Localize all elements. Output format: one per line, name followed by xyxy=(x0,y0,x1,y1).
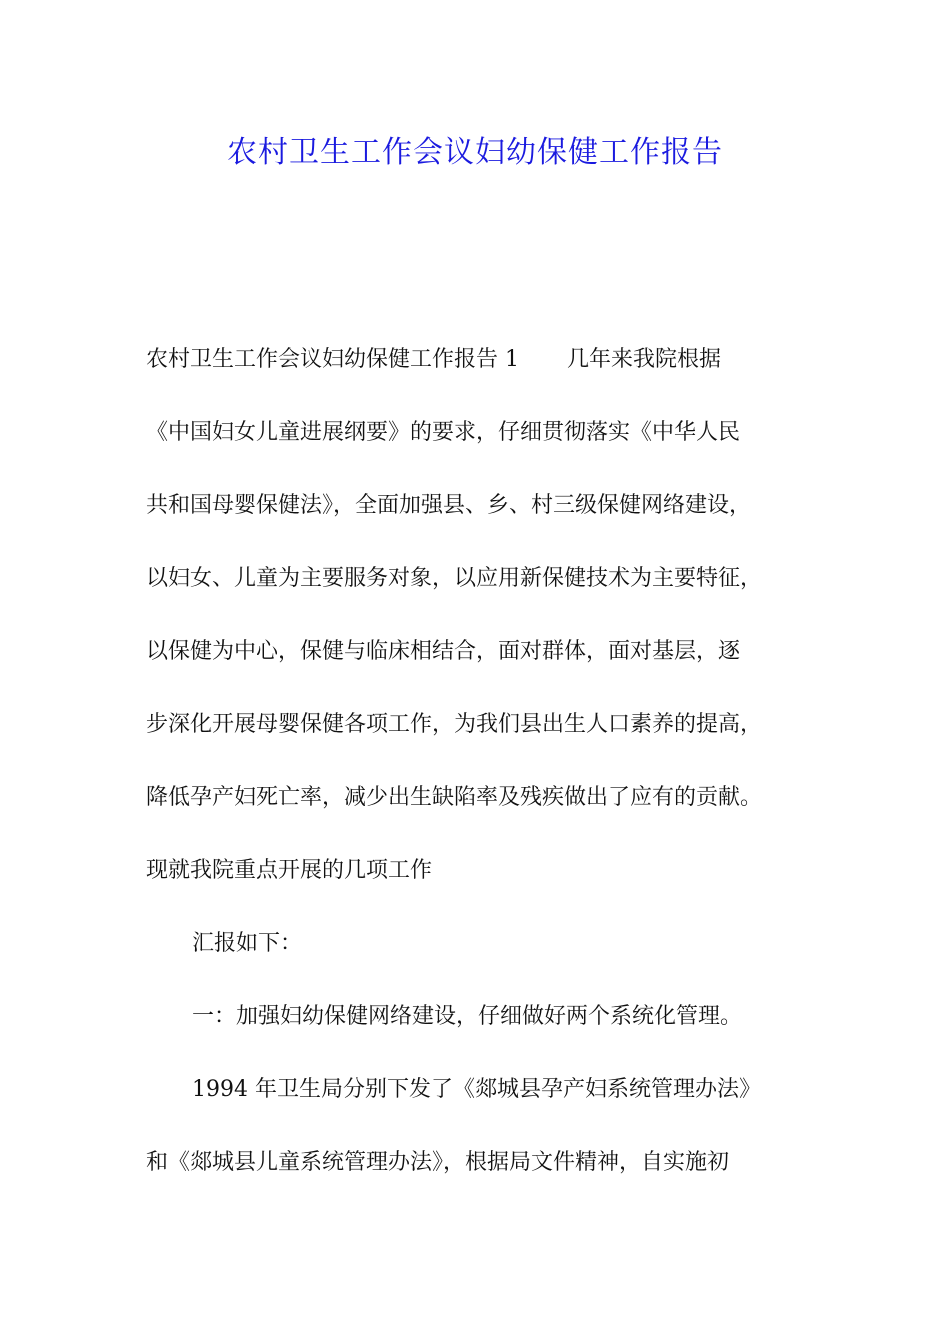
body-line-5: 以保健为中心，保健与临床相结合，面对群体，面对基层，逐 xyxy=(146,639,741,664)
body-line-11: 1994 年卫生局分别下发了《郯城县孕产妇系统管理办法》 xyxy=(192,1077,761,1102)
body-line-3: 共和国母婴保健法》，全面加强县、乡、村三级保健网络建设， xyxy=(146,493,752,518)
body-line-7: 降低孕产妇死亡率，减少出生缺陷率及残疾做出了应有的贡献。 xyxy=(146,785,763,810)
body-line-1 xyxy=(146,338,818,411)
body-line-12: 和《郯城县儿童系统管理办法》，根据局文件精神，自实施初 xyxy=(146,1150,730,1175)
body-line-2: 《中国妇女儿童进展纲要》的要求，仔细贯彻落实《中华人民 xyxy=(146,420,741,445)
body-line-1-heading: 农村卫生工作会议妇幼保健工作报告 1 xyxy=(146,347,519,372)
body-line-1-text: 几年来我院根据 xyxy=(567,347,722,372)
body-line-6: 步深化开展母婴保健各项工作，为我们县出生人口素养的提高， xyxy=(146,712,763,737)
document-body xyxy=(146,338,818,1214)
document-title: 农村卫生工作会议妇幼保健工作报告 xyxy=(227,135,723,170)
body-line-8: 现就我院重点开展的几项工作 xyxy=(146,858,433,883)
body-line-9: 汇报如下： xyxy=(192,931,303,956)
body-line-10: 一：加强妇幼保健网络建设，仔细做好两个系统化管理。 xyxy=(192,1004,743,1029)
body-line-4: 以妇女、儿童为主要服务对象，以应用新保健技术为主要特征， xyxy=(146,566,763,591)
